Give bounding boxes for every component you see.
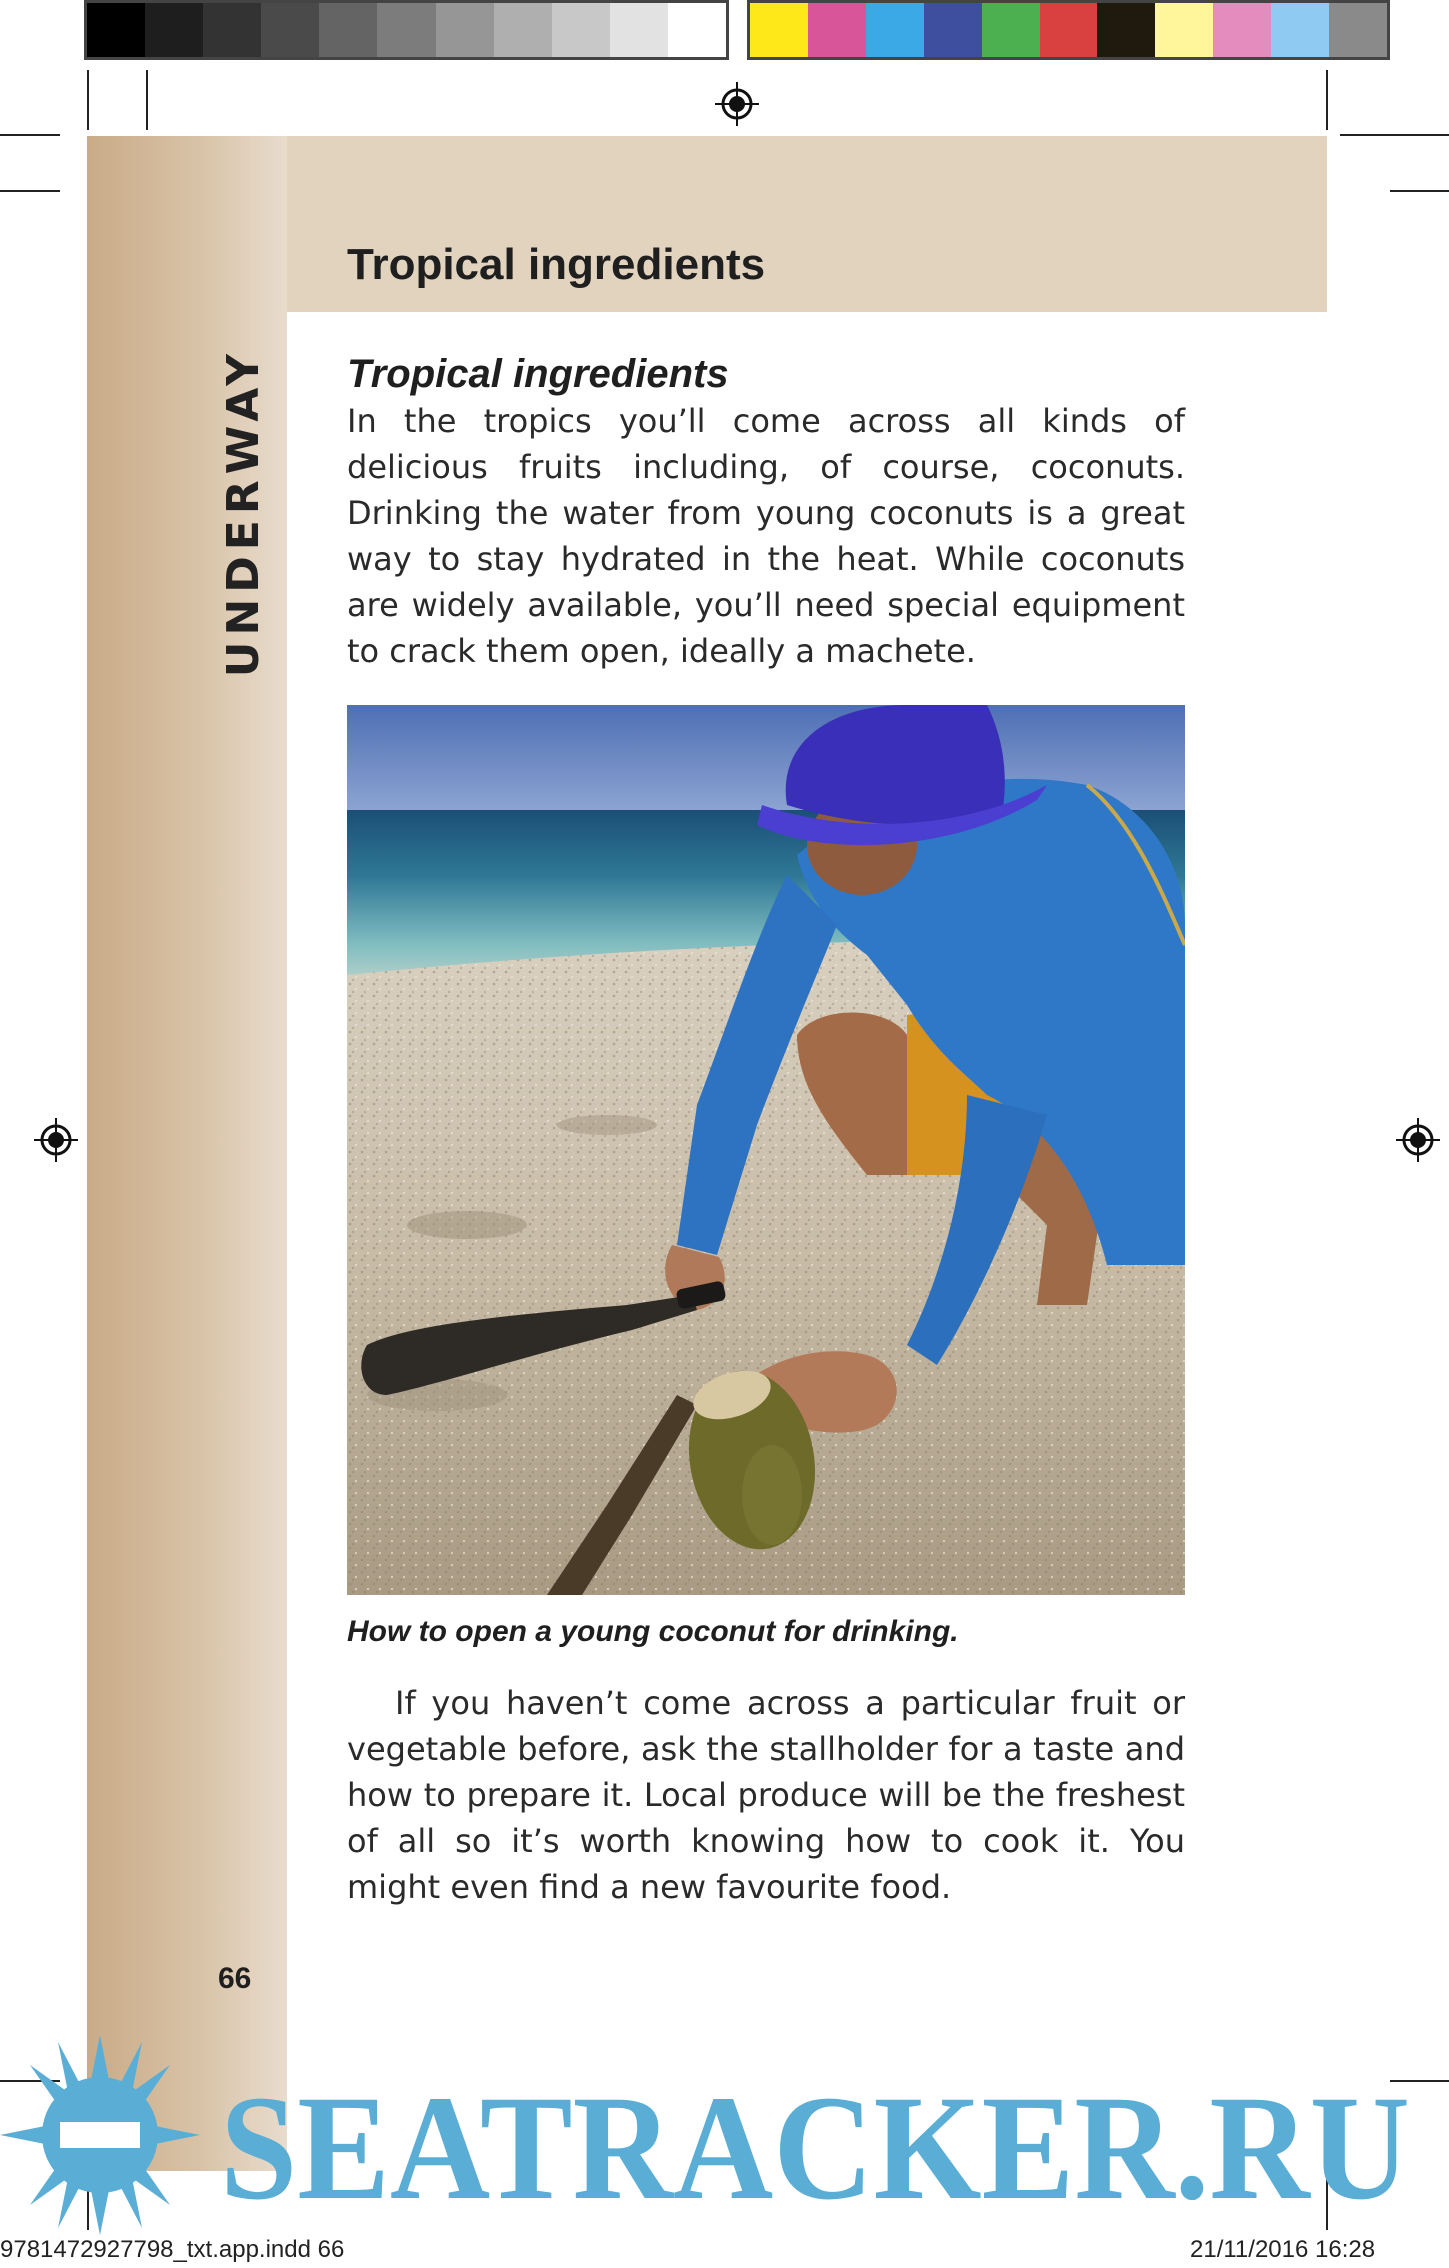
color-calibration-bar [747, 0, 1390, 60]
color-swatch [808, 3, 866, 57]
coconut-machete-photo [347, 705, 1185, 1595]
trim-mark [0, 134, 60, 136]
registration-target-icon [1396, 1118, 1440, 1162]
color-swatch [1040, 3, 1098, 57]
photo-caption: How to open a young coconut for drinking. [347, 1615, 959, 1648]
trim-mark [1326, 70, 1328, 130]
color-swatch [377, 3, 435, 57]
color-swatch [668, 3, 726, 57]
color-swatch [610, 3, 668, 57]
color-swatch [1213, 3, 1271, 57]
color-swatch [87, 3, 145, 57]
color-swatch [319, 3, 377, 57]
trim-mark [146, 70, 148, 130]
color-swatch [436, 3, 494, 57]
color-swatch [261, 3, 319, 57]
color-swatch [750, 3, 808, 57]
section-heading: Tropical ingredients [347, 352, 729, 396]
registration-target-icon [715, 82, 759, 126]
gray-calibration-bar [84, 0, 729, 60]
body-paragraph: In the tropics you’ll come across all kinds of delicious fruits including, of course, coconuts. Drinking the water from young coconuts is a great way to stay hydrated in the heat. While coconuts are widely available, you’ll need special equipment to crack them open, ideally a machete. [347, 402, 1185, 670]
page-number: 66 [218, 1962, 252, 1995]
trim-mark [87, 70, 89, 130]
color-swatch [203, 3, 261, 57]
section-tab-label: UNDERWAY [218, 348, 269, 678]
color-swatch [866, 3, 924, 57]
trim-mark [1340, 134, 1449, 136]
print-slug [0, 2236, 1449, 2268]
color-swatch [1271, 3, 1329, 57]
color-swatch [982, 3, 1040, 57]
trim-mark [0, 190, 60, 192]
color-swatch [924, 3, 982, 57]
color-swatch [1329, 3, 1387, 57]
watermark-logo [0, 2030, 1449, 2240]
color-swatch [494, 3, 552, 57]
page-title: Tropical ingredients [347, 240, 766, 289]
color-swatch [145, 3, 203, 57]
file-slug: 9781472927798_txt.app.indd 66 [0, 2236, 345, 2263]
watermark-text: SEATRACKER.RU [220, 2065, 1410, 2231]
color-swatch [552, 3, 610, 57]
registration-target-icon [34, 1118, 78, 1162]
print-datetime: 21/11/2016 16:28 [1190, 2236, 1376, 2263]
body-paragraph: If you haven’t come across a particular fruit or vegetable before, ask the stallholder for a taste and how to prepare it. Local produce will be the freshest of all so it’s worth knowing how to cook it. You might even find a new favourite food. [347, 1684, 1185, 1906]
trim-mark [1390, 190, 1449, 192]
color-swatch [1155, 3, 1213, 57]
color-swatch [1097, 3, 1155, 57]
